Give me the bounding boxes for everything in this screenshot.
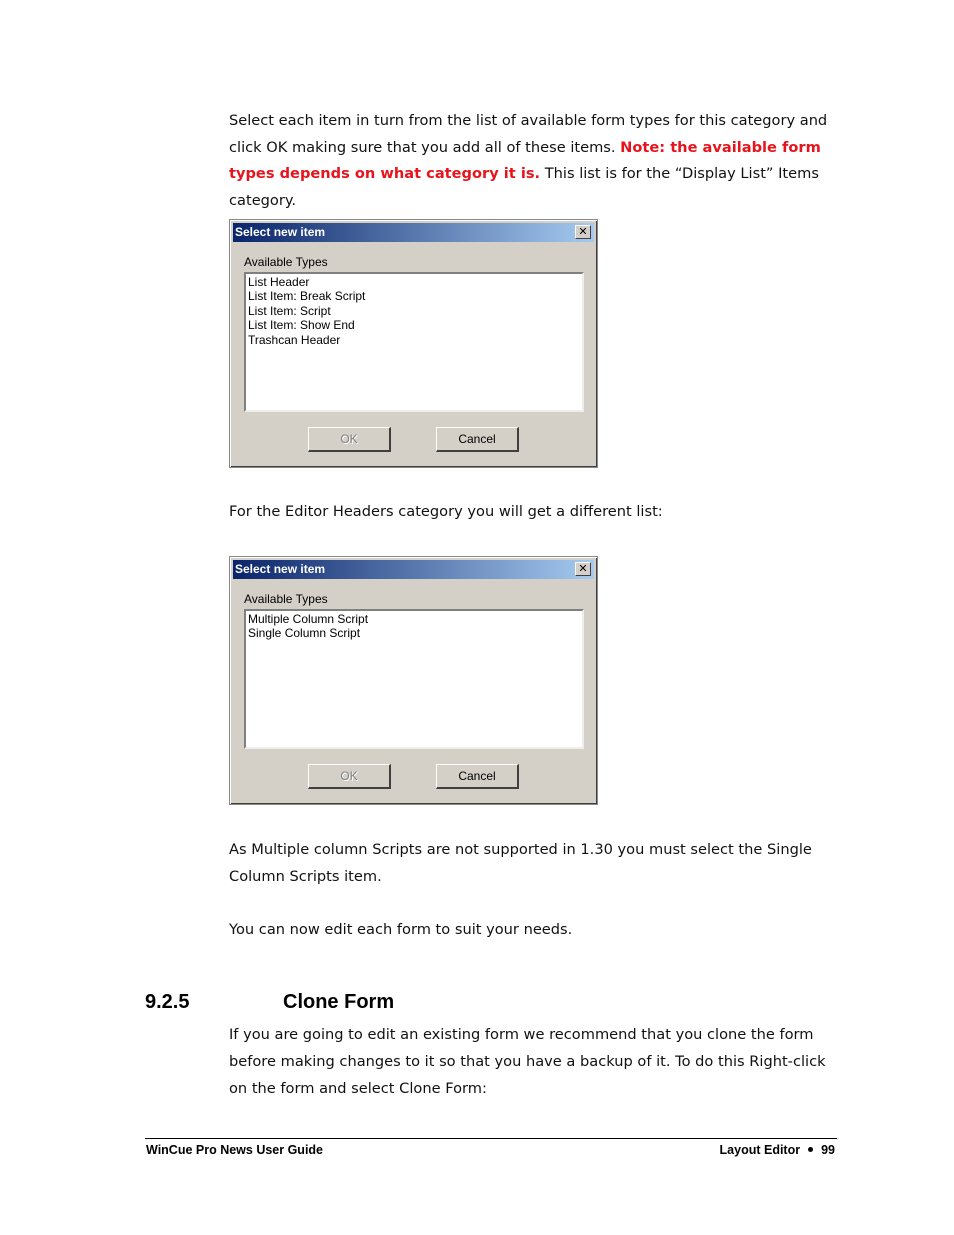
available-types-listbox[interactable] bbox=[244, 272, 584, 412]
list-item[interactable]: List Item: Break Script bbox=[248, 289, 366, 304]
close-icon[interactable]: ✕ bbox=[575, 562, 591, 576]
section-title: Clone Form bbox=[283, 991, 395, 1013]
intro-paragraph bbox=[229, 108, 839, 214]
footer-page-info bbox=[720, 1143, 835, 1157]
ok-button[interactable]: OK bbox=[308, 427, 391, 452]
select-new-item-dialog-editor-headers bbox=[229, 556, 598, 805]
list-item[interactable]: List Item: Script bbox=[248, 303, 331, 318]
list-item[interactable]: Trashcan Header bbox=[248, 332, 341, 347]
dialog-titlebar bbox=[233, 223, 594, 242]
list-item[interactable]: Single Column Script bbox=[248, 626, 361, 641]
list-item[interactable]: List Header bbox=[248, 275, 310, 289]
intro-note: Note: the available form types depends on what category it is. bbox=[229, 138, 821, 182]
select-new-item-dialog-display-list bbox=[229, 219, 598, 468]
footer-section-name: Layout Editor bbox=[719, 1143, 801, 1157]
editor-headers-paragraph: For the Editor Headers category you will get a different list: bbox=[229, 503, 663, 520]
available-types-label: Available Types bbox=[244, 592, 328, 606]
multiple-column-paragraph: As Multiple column Scripts are not supported in 1.30 you must select the Single Column Scripts item. bbox=[229, 841, 812, 885]
dialog-titlebar bbox=[233, 560, 594, 579]
intro-text-2: This list is for the “Display List” Items category. bbox=[229, 165, 819, 209]
clone-form-paragraph: If you are going to edit an existing form we recommend that you clone the form before making changes to it so that you have a backup of it. To do this Right-click on the form and select Clone Form: bbox=[229, 1026, 826, 1097]
dialog-title: Select new item bbox=[235, 562, 326, 576]
cancel-button[interactable]: Cancel bbox=[436, 427, 519, 452]
list-item[interactable]: Multiple Column Script bbox=[248, 612, 369, 626]
footer-guide-title: WinCue Pro News User Guide bbox=[146, 1143, 324, 1157]
dialog-title: Select new item bbox=[235, 225, 326, 239]
page-number: 99 bbox=[821, 1143, 835, 1157]
footer-divider bbox=[145, 1138, 837, 1139]
ok-button[interactable]: OK bbox=[308, 764, 391, 789]
bullet-icon bbox=[808, 1147, 813, 1152]
available-types-label: Available Types bbox=[244, 255, 328, 269]
intro-text-1: Select each item in turn from the list of available form types for this category and click OK making sure that you add all of these items. bbox=[229, 112, 828, 156]
available-types-listbox[interactable] bbox=[244, 609, 584, 749]
section-number: 9.2.5 bbox=[145, 991, 190, 1013]
list-item[interactable]: List Item: Show End bbox=[248, 318, 355, 333]
edit-form-paragraph: You can now edit each form to suit your needs. bbox=[229, 921, 573, 938]
cancel-button[interactable]: Cancel bbox=[436, 764, 519, 789]
close-icon[interactable]: ✕ bbox=[575, 225, 591, 239]
